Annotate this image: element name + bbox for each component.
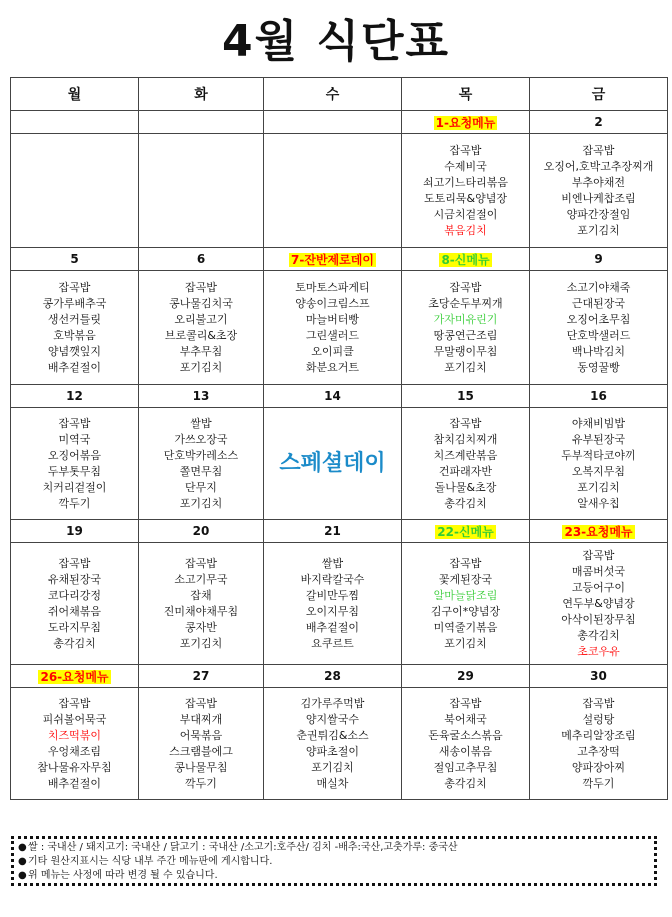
menu-item: 야채비빔밥 xyxy=(571,416,626,430)
menu-item: 춘권튀김&소스 xyxy=(296,728,369,742)
menu-item: 연두부&양념장 xyxy=(562,596,635,610)
date-label: 21 xyxy=(324,524,341,538)
menu-item: 오징어초무침 xyxy=(566,312,631,326)
date-cell xyxy=(530,665,668,688)
date-label-request-menu: 23-요청메뉴 xyxy=(564,524,633,539)
menu-item: 콩가루배추국 xyxy=(42,296,107,310)
menu-item: 포기김치 xyxy=(179,496,223,510)
menu-item: 근대된장국 xyxy=(571,296,626,310)
menu-item: 잡곡밥 xyxy=(449,696,482,710)
menu-item: 오이지무침 xyxy=(305,604,360,618)
menu-item: 쌀밥 xyxy=(321,556,344,570)
date-label: 13 xyxy=(192,389,210,403)
menu-item: 잡곡밥 xyxy=(58,696,91,710)
date-label: 12 xyxy=(66,389,83,403)
menu-item: 두부적타코야끼 xyxy=(561,448,636,462)
menu-item: 치커리겉절이 xyxy=(42,480,107,494)
menu-cell xyxy=(530,134,668,248)
menu-cell xyxy=(402,688,530,800)
menu-item: 우엉채조림 xyxy=(47,744,102,758)
menu-item: 김구이*양념장 xyxy=(430,604,501,618)
menu-item: 배추겉절이 xyxy=(47,776,102,790)
note-line xyxy=(18,841,650,855)
menu-item: 오복지무침 xyxy=(571,464,626,478)
menu-item: 콩나물무침 xyxy=(174,760,228,774)
page-title: 4월 식단표 xyxy=(222,16,450,67)
menu-item: 북어채국 xyxy=(444,712,487,726)
menu-item: 동영꿀빵 xyxy=(577,360,620,374)
menu-item: 도토리묵&양념장 xyxy=(424,191,507,205)
menu-item: 브로콜리&초장 xyxy=(164,328,238,342)
date-row xyxy=(11,520,668,543)
menu-cell xyxy=(11,271,139,385)
bullet-icon: ● xyxy=(18,856,27,867)
menu-item: 치즈떡볶이 xyxy=(47,728,102,742)
menu-item: 매콤버섯국 xyxy=(571,564,626,578)
menu-item: 김가루주먹밥 xyxy=(300,696,365,710)
special-day-label: 스페셜데이 xyxy=(279,450,386,476)
menu-item: 메추리알장조림 xyxy=(561,728,636,742)
date-label-new-menu: 8-신메뉴 xyxy=(441,252,490,267)
origin-notes-box xyxy=(11,836,657,886)
menu-item: 콩자반 xyxy=(185,620,217,634)
menu-item: 설렁탕 xyxy=(582,712,615,726)
date-label-new-menu: 22-신메뉴 xyxy=(437,524,494,539)
menu-item: 쥐어채볶음 xyxy=(47,604,102,618)
menu-item: 잡곡밥 xyxy=(449,416,482,430)
menu-item: 부추무침 xyxy=(179,344,223,358)
menu-item: 오리불고기 xyxy=(174,312,228,326)
weekday-header-row xyxy=(11,78,668,111)
menu-item: 총각김치 xyxy=(444,776,487,790)
menu-cell xyxy=(264,688,402,800)
menu-item: 화분요거트 xyxy=(305,360,360,374)
menu-item: 두부톳무침 xyxy=(47,464,102,478)
menu-item: 유부된장국 xyxy=(571,432,626,446)
date-label-request-menu: 1-요청메뉴 xyxy=(435,115,496,130)
menu-item: 소고기야채죽 xyxy=(566,280,631,294)
date-row xyxy=(11,665,668,688)
menu-item: 총각김치 xyxy=(53,636,96,650)
menu-item: 토마토스파게티 xyxy=(295,280,370,294)
menu-cell xyxy=(139,134,264,248)
menu-item: 치즈계란볶음 xyxy=(433,448,498,462)
menu-item: 백나박김치 xyxy=(571,344,626,358)
menu-cell xyxy=(139,271,264,385)
menu-cell xyxy=(139,688,264,800)
menu-item: 잡곡밥 xyxy=(582,143,615,157)
menu-item: 깍두기 xyxy=(185,776,217,790)
menu-cell xyxy=(264,543,402,665)
menu-item: 잡곡밥 xyxy=(185,280,217,294)
menu-item: 고추장떡 xyxy=(577,744,620,758)
date-label: 29 xyxy=(457,669,474,683)
menu-item: 잡곡밥 xyxy=(582,548,615,562)
menu-item: 가쓰오장국 xyxy=(174,432,228,446)
special-day-cell xyxy=(264,408,402,520)
menu-item: 땅콩연근조림 xyxy=(433,328,498,342)
date-label-zero-waste-day: 7-잔반제로데이 xyxy=(291,252,374,267)
date-cell xyxy=(402,111,530,134)
menu-item: 잡곡밥 xyxy=(185,696,217,710)
note-line xyxy=(18,869,650,883)
date-cell xyxy=(402,665,530,688)
menu-item: 양념깻잎지 xyxy=(47,344,102,358)
menu-cell xyxy=(530,408,668,520)
menu-item: 소고기무국 xyxy=(174,572,228,586)
date-cell xyxy=(139,111,264,134)
menu-item: 양파장아찌 xyxy=(571,760,626,774)
date-cell xyxy=(402,248,530,271)
date-cell xyxy=(530,111,668,134)
date-cell xyxy=(264,248,402,271)
menu-table xyxy=(10,77,668,800)
menu-item: 단무지 xyxy=(185,480,217,494)
menu-row xyxy=(11,134,668,248)
menu-item: 피쉬볼어묵국 xyxy=(42,712,107,726)
date-label: 30 xyxy=(590,669,607,683)
date-label: 20 xyxy=(192,524,210,538)
date-cell xyxy=(530,520,668,543)
menu-item: 콩나물김치국 xyxy=(169,296,233,310)
menu-item: 그린샐러드 xyxy=(305,328,360,342)
menu-cell xyxy=(530,543,668,665)
menu-item: 볶음김치 xyxy=(444,223,487,237)
menu-item: 참나물유자무침 xyxy=(37,760,112,774)
menu-item: 포기김치 xyxy=(311,760,354,774)
menu-item: 쇠고기느타리볶음 xyxy=(422,175,508,189)
date-cell xyxy=(402,520,530,543)
menu-item: 생선커틀릿 xyxy=(47,312,102,326)
menu-cell xyxy=(11,543,139,665)
date-cell xyxy=(139,665,264,688)
menu-row xyxy=(11,408,668,520)
menu-item: 초코우유 xyxy=(577,644,620,658)
menu-item: 부추야채전 xyxy=(571,175,626,189)
menu-row xyxy=(11,271,668,385)
menu-item: 마늘버터빵 xyxy=(305,312,360,326)
date-label: 16 xyxy=(590,389,607,403)
menu-item: 잡곡밥 xyxy=(449,143,482,157)
menu-item: 갈비만두찜 xyxy=(305,588,360,602)
date-label: 28 xyxy=(324,669,341,683)
menu-item: 매실차 xyxy=(316,776,349,790)
date-cell xyxy=(264,520,402,543)
date-cell xyxy=(530,385,668,408)
menu-item: 총각김치 xyxy=(577,628,620,642)
menu-item: 알새우칩 xyxy=(577,496,620,510)
menu-cell xyxy=(11,408,139,520)
menu-item: 양파초절이 xyxy=(305,744,360,758)
menu-item: 쌀밥 xyxy=(190,416,212,430)
note-text: 쌀 : 국내산 / 돼지고기: 국내산 / 닭고기 : 국내산 /소고기:호주산/ 김치 -배추:국산,고춧가루: 중국산 xyxy=(28,842,458,853)
date-cell xyxy=(402,385,530,408)
menu-item: 스크램블에그 xyxy=(169,744,233,758)
note-text: 기타 원산지표시는 식당 내부 주간 메뉴판에 게시합니다. xyxy=(28,856,273,867)
date-cell xyxy=(139,520,264,543)
date-cell xyxy=(264,665,402,688)
date-row xyxy=(11,111,668,134)
note-text: 위 메뉴는 사정에 따라 변경 될 수 있습니다. xyxy=(28,870,218,881)
menu-cell xyxy=(402,271,530,385)
menu-item: 가자미유린기 xyxy=(433,312,498,326)
menu-cell xyxy=(11,134,139,248)
date-label: 15 xyxy=(457,389,474,403)
menu-item: 오징어볶음 xyxy=(47,448,102,462)
bullet-icon: ● xyxy=(18,870,27,881)
date-label: 14 xyxy=(324,389,341,403)
weekday-header: 금 xyxy=(530,78,668,111)
menu-cell xyxy=(402,134,530,248)
date-label: 6 xyxy=(196,252,206,266)
menu-item: 단호박카레소스 xyxy=(163,448,239,462)
date-cell xyxy=(11,248,139,271)
menu-item: 수제비국 xyxy=(444,159,487,173)
menu-cell xyxy=(139,408,264,520)
menu-item: 잡곡밥 xyxy=(449,556,482,570)
menu-row xyxy=(11,543,668,665)
menu-cell xyxy=(402,543,530,665)
date-row xyxy=(11,248,668,271)
date-cell xyxy=(11,111,139,134)
date-cell xyxy=(11,385,139,408)
menu-item: 유채된장국 xyxy=(47,572,102,586)
menu-item: 꽃게된장국 xyxy=(438,572,493,586)
menu-item: 미역국 xyxy=(58,432,91,446)
menu-item: 잡곡밥 xyxy=(58,556,91,570)
menu-item: 깍두기 xyxy=(582,776,615,790)
menu-item: 포기김치 xyxy=(577,480,620,494)
menu-item: 잡곡밥 xyxy=(58,280,91,294)
menu-row xyxy=(11,688,668,800)
note-line xyxy=(18,855,650,869)
menu-item: 양지쌀국수 xyxy=(305,712,360,726)
menu-cell xyxy=(264,134,402,248)
date-cell xyxy=(264,385,402,408)
menu-item: 총각김치 xyxy=(444,496,487,510)
menu-item: 절임고추무침 xyxy=(433,760,498,774)
menu-item: 부대찌개 xyxy=(179,712,223,726)
menu-item: 포기김치 xyxy=(577,223,620,237)
menu-item: 포기김치 xyxy=(444,360,487,374)
menu-cell xyxy=(530,271,668,385)
date-label: 27 xyxy=(192,669,210,683)
date-label: 9 xyxy=(594,252,603,266)
menu-item: 무말랭이무침 xyxy=(433,344,498,358)
date-cell xyxy=(11,665,139,688)
weekday-header: 목 xyxy=(402,78,530,111)
menu-item: 초당순두부찌개 xyxy=(428,296,503,310)
menu-item: 포기김치 xyxy=(444,636,487,650)
menu-item: 도라지무침 xyxy=(47,620,102,634)
menu-item: 코다리강정 xyxy=(47,588,102,602)
menu-item: 비엔나케찹조림 xyxy=(561,191,636,205)
menu-item: 오징어,호박고추장찌개 xyxy=(543,159,654,173)
date-label-request-menu: 26-요청메뉴 xyxy=(40,669,109,684)
weekday-header: 수 xyxy=(264,78,402,111)
menu-item: 돌나물&초장 xyxy=(434,480,497,494)
menu-item: 잡곡밥 xyxy=(58,416,91,430)
date-cell xyxy=(139,248,264,271)
menu-item: 고등어구이 xyxy=(571,580,626,594)
menu-item: 요쿠르트 xyxy=(311,636,354,650)
menu-item: 포기김치 xyxy=(179,360,223,374)
menu-item: 오이피클 xyxy=(311,344,354,358)
date-label: 5 xyxy=(70,252,79,266)
weekday-header: 월 xyxy=(11,78,139,111)
menu-item: 깍두기 xyxy=(58,496,91,510)
date-cell xyxy=(530,248,668,271)
menu-item: 잡곡밥 xyxy=(582,696,615,710)
menu-item: 쫄면무침 xyxy=(179,464,223,478)
menu-item: 호박볶음 xyxy=(53,328,96,342)
date-cell xyxy=(139,385,264,408)
menu-item: 단호박샐러드 xyxy=(566,328,631,342)
menu-item: 미역줄기볶음 xyxy=(433,620,498,634)
menu-item: 건파래자반 xyxy=(438,464,493,478)
weekday-header: 화 xyxy=(139,78,264,111)
menu-item: 참치김치찌개 xyxy=(433,432,498,446)
menu-item: 진미채야채무침 xyxy=(163,604,239,618)
date-label: 19 xyxy=(66,524,83,538)
menu-cell xyxy=(11,688,139,800)
menu-item: 아삭이된장무침 xyxy=(561,612,636,626)
menu-item: 어묵볶음 xyxy=(179,728,223,742)
bullet-icon: ● xyxy=(18,842,27,853)
menu-item: 배추겉절이 xyxy=(47,360,102,374)
menu-cell xyxy=(139,543,264,665)
date-label: 2 xyxy=(594,115,603,129)
date-row xyxy=(11,385,668,408)
menu-item: 돈육굴소스볶음 xyxy=(428,728,503,742)
menu-item: 잡채 xyxy=(190,588,212,602)
menu-item: 알마늘닭조림 xyxy=(433,588,498,602)
menu-item: 잡곡밥 xyxy=(449,280,482,294)
menu-item: 양파간장절임 xyxy=(566,207,631,221)
menu-item: 배추겉절이 xyxy=(305,620,360,634)
menu-cell xyxy=(402,408,530,520)
menu-item: 바지락칼국수 xyxy=(300,572,365,586)
menu-item: 포기김치 xyxy=(179,636,223,650)
date-cell xyxy=(264,111,402,134)
menu-cell xyxy=(264,271,402,385)
menu-item: 잡곡밥 xyxy=(185,556,217,570)
menu-cell xyxy=(530,688,668,800)
date-cell xyxy=(11,520,139,543)
menu-item: 새송이볶음 xyxy=(438,744,493,758)
menu-item: 시금치겉절이 xyxy=(433,207,498,221)
menu-item: 양송이크림스프 xyxy=(295,296,370,310)
